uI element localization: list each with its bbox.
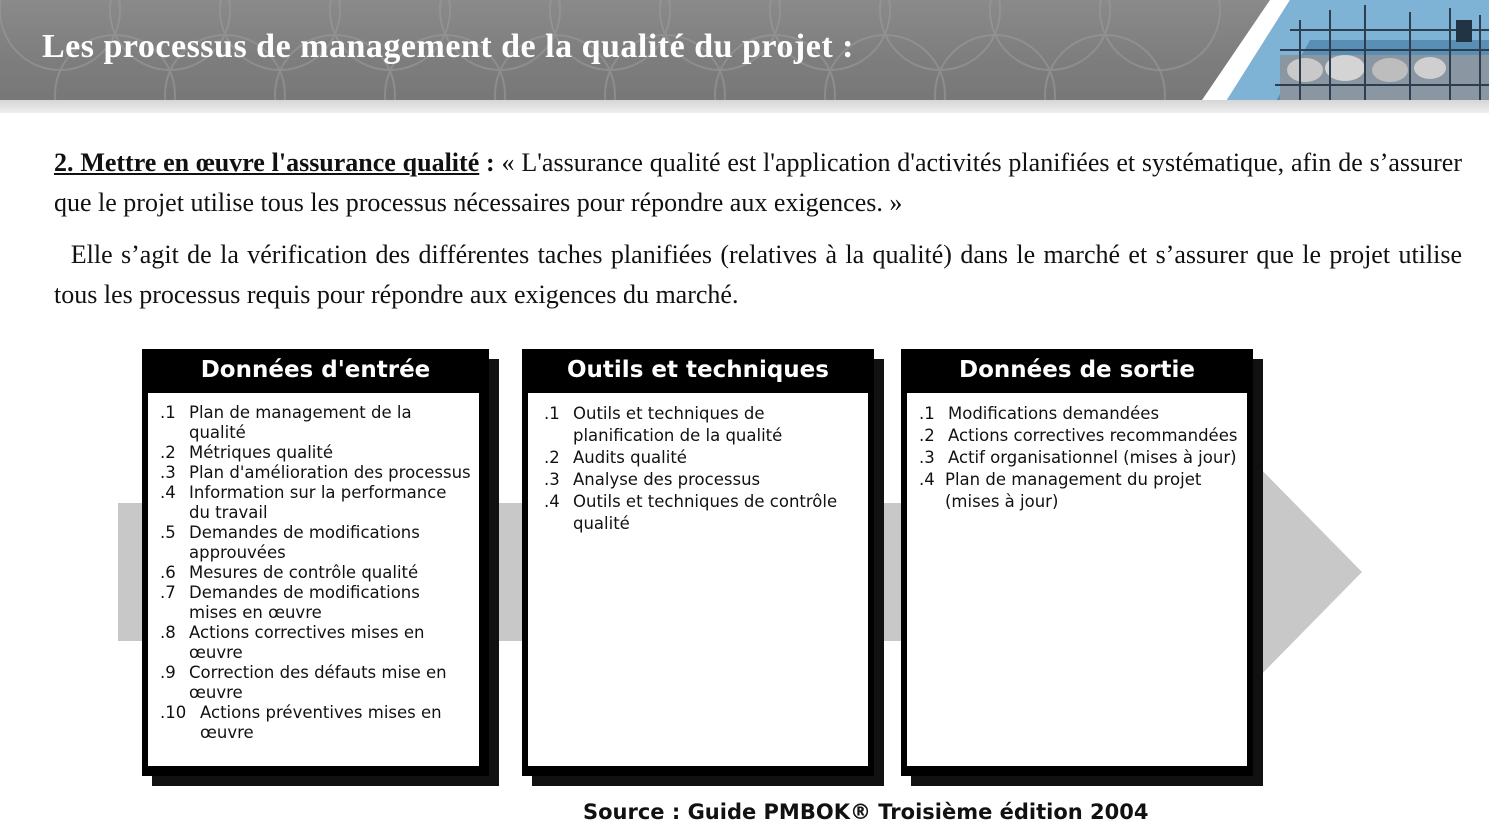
column-title: Données de sortie — [959, 357, 1195, 383]
header-divider — [0, 100, 1489, 113]
section-heading: 2. Mettre en œuvre l'assurance qualité — [54, 148, 480, 177]
list-item: .2 Métriques qualité — [160, 443, 333, 462]
list-item: .3 Analyse des processus — [544, 470, 761, 489]
tools-list — [528, 393, 868, 766]
column-title: Outils et techniques — [567, 357, 829, 383]
column-inputs — [142, 349, 499, 786]
list-item: .6 Mesures de contrôle qualité — [160, 563, 419, 582]
list-item: .3 Actif organisationnel (mises à jour) — [919, 448, 1237, 467]
list-item: .4 Information sur la performance du travail — [160, 483, 447, 522]
outputs-list — [907, 393, 1247, 766]
process-diagram — [110, 345, 1370, 790]
list-item: .3 Plan d'amélioration des processus — [160, 463, 471, 482]
list-item: .1 Modifications demandées — [919, 404, 1160, 423]
column-tools — [522, 349, 884, 786]
list-item: .8 Actions correctives mises en œuvre — [160, 623, 425, 662]
column-outputs — [901, 349, 1263, 786]
definition-quote: « L'assurance qualité est l'application d'activités planifiées et systématique, afin de s’assurer que le projet utilise tous les processus nécessaires pour répondre aux exigences. » — [54, 148, 1462, 217]
heading-colon: : — [479, 148, 495, 177]
explanation-paragraph — [54, 235, 1462, 315]
list-item: .2 Actions correctives recommandées — [919, 426, 1238, 445]
list-item: .7 Demandes de modifications mises en œuvre — [160, 583, 420, 622]
source-citation: Source : Guide PMBOK® Troisième édition 2004 — [583, 800, 1149, 824]
list-item: .4 Outils et techniques de contrôle qualité — [544, 492, 838, 533]
column-title: Données d'entrée — [200, 357, 431, 383]
list-item: .1 Outils et techniques de planification de la qualité — [544, 404, 783, 445]
list-item: .9 Correction des défauts mise en œuvre — [160, 663, 447, 702]
industrial-plant-image — [1180, 0, 1489, 103]
slide-header — [0, 0, 1489, 103]
slide-title: Les processus de management de la qualité du projet : — [42, 28, 854, 65]
input-list — [148, 393, 479, 766]
list-item: .5 Demandes de modifications approuvées — [160, 523, 420, 562]
column-frame — [901, 349, 1253, 776]
column-frame — [142, 349, 489, 776]
column-frame — [522, 349, 874, 776]
list-item: .2 Audits qualité — [544, 448, 687, 467]
list-item: .4 Plan de management du projet (mises à jour) — [919, 470, 1202, 511]
explanation-text: Elle s’agit de la vérification des différentes taches planifiées (relatives à la qualité) dans le marché et s’assurer que le projet utilise tous les processus requis pour répondre aux exigences du marché. — [54, 240, 1463, 309]
list-item: .1 Plan de management de la qualité — [160, 403, 412, 442]
list-item: .10 Actions préventives mises en œuvre — [160, 703, 442, 742]
assurance-qualite-definition — [54, 143, 1462, 223]
